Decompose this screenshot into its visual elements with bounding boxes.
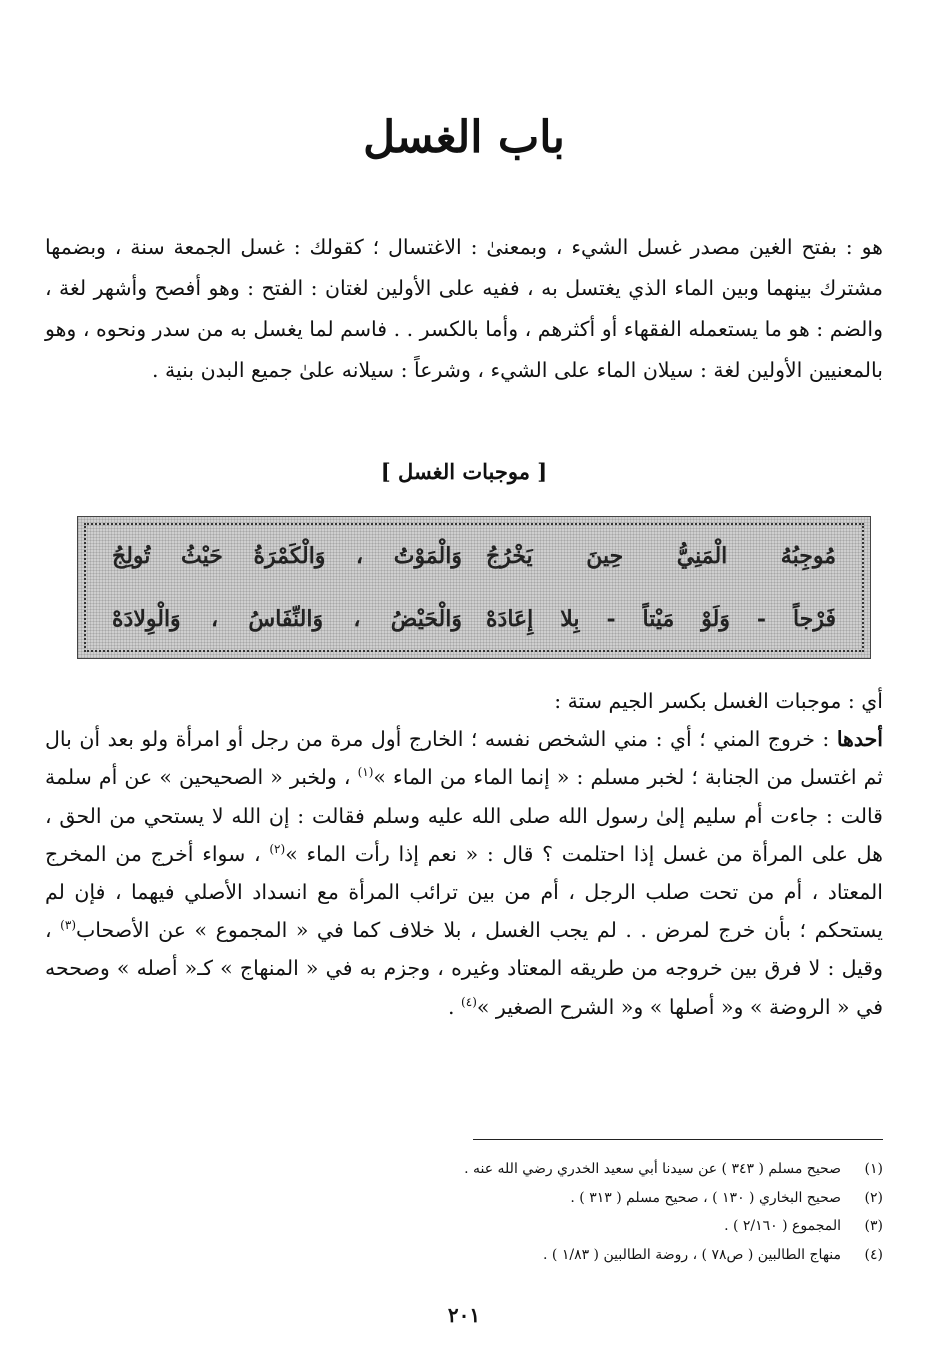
commentary-text-b: ، ولخبر « الصحيحين » عن أم سلمة قالت : جاءت أم سليم إلىٰ رسول الله صلى الله عليه وسلم فقالت : إن الله لا يستحي من الحق ، هل على المرأة من غسل إذا احتلمت ؟ قال : « نعم إذا رأت الماء »	[45, 765, 883, 866]
commentary-intro: أي : موجبات الغسل بكسر الجيم ستة :	[554, 689, 883, 713]
footnote-text: منهاج الطالبين ( ص٧٨ ) ، روضة الطالبين ( ١/٨٣ ) .	[543, 1246, 841, 1263]
footnote-number: (٤)	[864, 1246, 883, 1263]
chapter-heading: باب الغسل	[363, 112, 565, 163]
first-item-lead: أحدها	[836, 727, 883, 752]
verse-line2-second-half: وَالْحَيْضُ ، وَالنِّفَاسُ ، وَالْوِلادَهْ	[112, 605, 462, 632]
verse-body	[84, 523, 864, 652]
footnote-ref-4[interactable]: (٤)	[461, 994, 477, 1009]
commentary-paragraph	[45, 720, 883, 1026]
section-title: [ موجبات الغسل ]	[380, 459, 548, 484]
verse-line1-second-half: وَالْمَوْتُ ، وَالْكَمْرَةُ حَيْثُ تُولِجُ	[112, 543, 462, 570]
commentary-text-c: ، سواء أخرج من المخرج المعتاد ، أم من تحت صلب الرجل ، أم من بين ترائب المرأة مع انسداد الأصلي فيهما ، فإن لم يستحكم ؛ بأن خرج لمرض . . لم يجب الغسل ، بلا خلاف كما في « المجموع » عن الأصحاب	[45, 841, 883, 943]
footnote-ref-1[interactable]: (١)	[357, 765, 374, 780]
book-page	[45, 0, 883, 1346]
commentary-body	[45, 682, 883, 1026]
footnote-text: المجموع ( ٢/١٦٠ ) .	[724, 1218, 841, 1234]
footnote-item	[45, 1212, 883, 1241]
verse-line2-first-half: فَرْجاً - وَلَوْ مَيْتاً - بِلا إِعَادَهْ	[486, 605, 836, 632]
footnote-text: صحيح البخاري ( ١٣٠ ) ، صحيح مسلم ( ٣١٣ ) .	[570, 1189, 841, 1206]
footnote-item	[45, 1184, 883, 1213]
footnote-number: (١)	[864, 1161, 883, 1177]
verse-line1-first-half: مُوجِبُهُ الْمَنِيُّ حِينَ يَخْرُجُ	[486, 543, 836, 570]
footnote-ref-3[interactable]: (٣)	[60, 918, 76, 933]
footnote-item	[45, 1241, 883, 1270]
footnote-divider	[473, 1139, 883, 1140]
footnote-number: (٣)	[864, 1218, 883, 1234]
footnote-item	[45, 1155, 883, 1184]
verse-frame	[77, 516, 871, 659]
commentary-text-a: : خروج المني ؛ أي : مني الشخص نفسه ؛ الخارج أول مرة من رجل أو امرأة ولو بعد أن بال ثم اغتسل من الجنابة ؛ لخبر مسلم : « إنما الماء من الماء »	[45, 727, 883, 790]
intro-paragraph: هو : بفتح الغين مصدر غسل الشيء ، وبمعنىٰ : الاغتسال ؛ كقولك : غسل الجمعة سنة ، وبضمها مشترك بينهما وبين الماء الذي يغتسل به ، ففيه على الأولين لغتان : الفتح : وهو أفصح وأشهر لغة ، والضم : هو ما يستعمله الفقهاء أو أكثرهم ، وأما بالكسر . . فاسم لما يغسل به من سدر ونحوه ، وهو بالمعنيين الأولين لغة : سيلان الماء على الشيء ، وشرعاً : سيلانه علىٰ جميع البدن بنية .	[45, 235, 883, 382]
footnote-text: صحيح مسلم ( ٣٤٣ ) عن سيدنا أبي سعيد الخدري رضي الله عنه .	[464, 1161, 841, 1177]
footnote-ref-2[interactable]: (٢)	[269, 841, 286, 856]
intro-section	[45, 227, 883, 391]
commentary-text-d: ، وقيل : لا فرق بين خروجه من طريقه المعتاد وغيره ، وجزم به في « المنهاج » كـ« أصله » وصححه في « الروضة » و« أصلها » و« الشرح الصغير »	[45, 918, 883, 1019]
commentary-text-e: .	[448, 994, 462, 1019]
page-number: ٢٠١	[447, 1303, 481, 1327]
footnote-number: (٢)	[864, 1189, 883, 1206]
footnotes-list	[45, 1155, 883, 1269]
